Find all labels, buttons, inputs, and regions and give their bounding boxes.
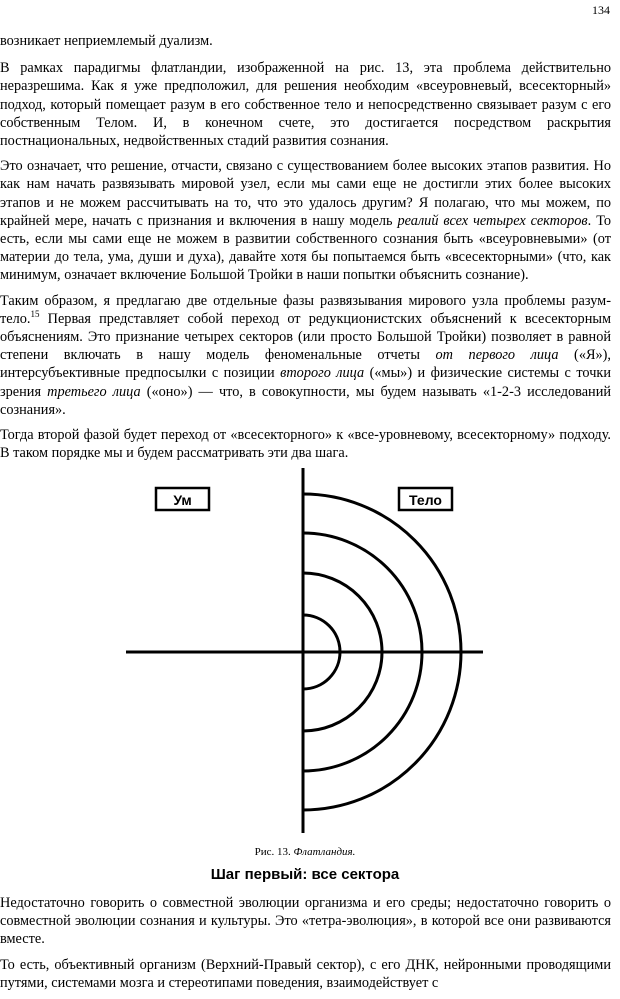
paragraph-1: В рамках парадигмы флатландии, изображенной на рис. 13, эта проблема действительно неразрешима. Как я уже предположил, для решения необходим «всеуровневый, всесекторный» подход, который помещает разум в его собственное тело и непосредственно связывает разум с его собственным Телом. И, в конечном счете, это достигается посредством раскрытия постнациональных, недвойственных стадий развития сознания.	[0, 60, 611, 150]
paragraph-3-emphasis-3: третьего лица	[47, 383, 141, 400]
paragraph-3-part-a: Таким образом, я предлагаю две отдельные фазы развязывания мирового узла проблемы разум-тело.	[0, 292, 611, 327]
flatland-diagram	[0, 466, 620, 856]
paragraph-3-part-d: («мы») и физические системы с точки зрения	[0, 365, 611, 400]
paragraph-3-emphasis-1: от первого лица	[435, 347, 559, 364]
body-text-top	[0, 32, 611, 469]
paragraph-3	[0, 292, 611, 419]
page-number: 134	[592, 3, 610, 17]
paragraph-3-part-b: Первая представляет собой переход от редукционистских объяснений к всесекторным объяснениям. Это признание четырех секторов (или просто Большой Тройки) позволяет в равной степени включать в нашу модель феноменальные отчеты	[0, 310, 611, 364]
label-right: Тело	[409, 492, 442, 508]
paragraph-2	[0, 157, 611, 284]
paragraph-5: Недостаточно говорить о совместной эволюции организма и его среды; недостаточно говорить о совместной эволюции сознания и культуры. Это «тетра-эволюция», в которой все они развиваются вместе.	[0, 895, 611, 948]
footnote-marker: 15	[30, 309, 40, 320]
paragraph-3-part-c: («Я»), интерсубъективные предпосылки с позиции	[0, 347, 611, 382]
paragraph-6: То есть, объективный организм (Верхний-Правый сектор), с его ДНК, нейронными проводящими путями, системами мозга и стереотипами поведения, взаимодействует с	[0, 956, 611, 991]
paragraph-0: возникает неприемлемый дуализм.	[0, 33, 213, 49]
paragraph-3-part-e: («оно») — что, в совокупности, мы будем называть «1-2-3 исследований сознания».	[0, 383, 611, 418]
paragraph-4: Тогда второй фазой будет переход от «всесекторного» к «все-уровневому, всесекторному» подходу. В таком порядке мы и будем рассматривать эти два шага.	[0, 427, 611, 462]
caption-prefix: Рис. 13.	[254, 846, 294, 858]
paragraph-2-emphasis: реалий всех четырех секторов	[397, 212, 588, 229]
label-left: Ум	[173, 492, 192, 508]
paragraph-3-emphasis-2: второго лица	[280, 365, 365, 382]
paragraph-2-part-a: Это означает, что решение, отчасти, связано с существованием более высоких этапов развития. Но как нам начать развязывать мировой узел, если мы сами еще не достигли этих более высоких этапов и не можем рассчитывать на то, что это удалось другим? Я полагаю, что мы можем, по крайней мере, начать с признания и включения в нашу модель	[0, 158, 611, 229]
figure-caption	[0, 846, 610, 858]
section-heading: Шаг первый: все сектора	[210, 866, 400, 883]
body-text-bottom	[0, 894, 611, 999]
paragraph-2-part-b: . То есть, если мы сами еще не можем в развитии собственного сознания быть «всеуровневыми» (от материи до тела, ума, души и духа), давайте хотя бы попытаемся быть «всесекторными» (что, как минимум, означает включение Большой Тройки в наши попытки объяснить сознание).	[0, 212, 611, 284]
caption-title: Флатландия.	[293, 846, 356, 858]
